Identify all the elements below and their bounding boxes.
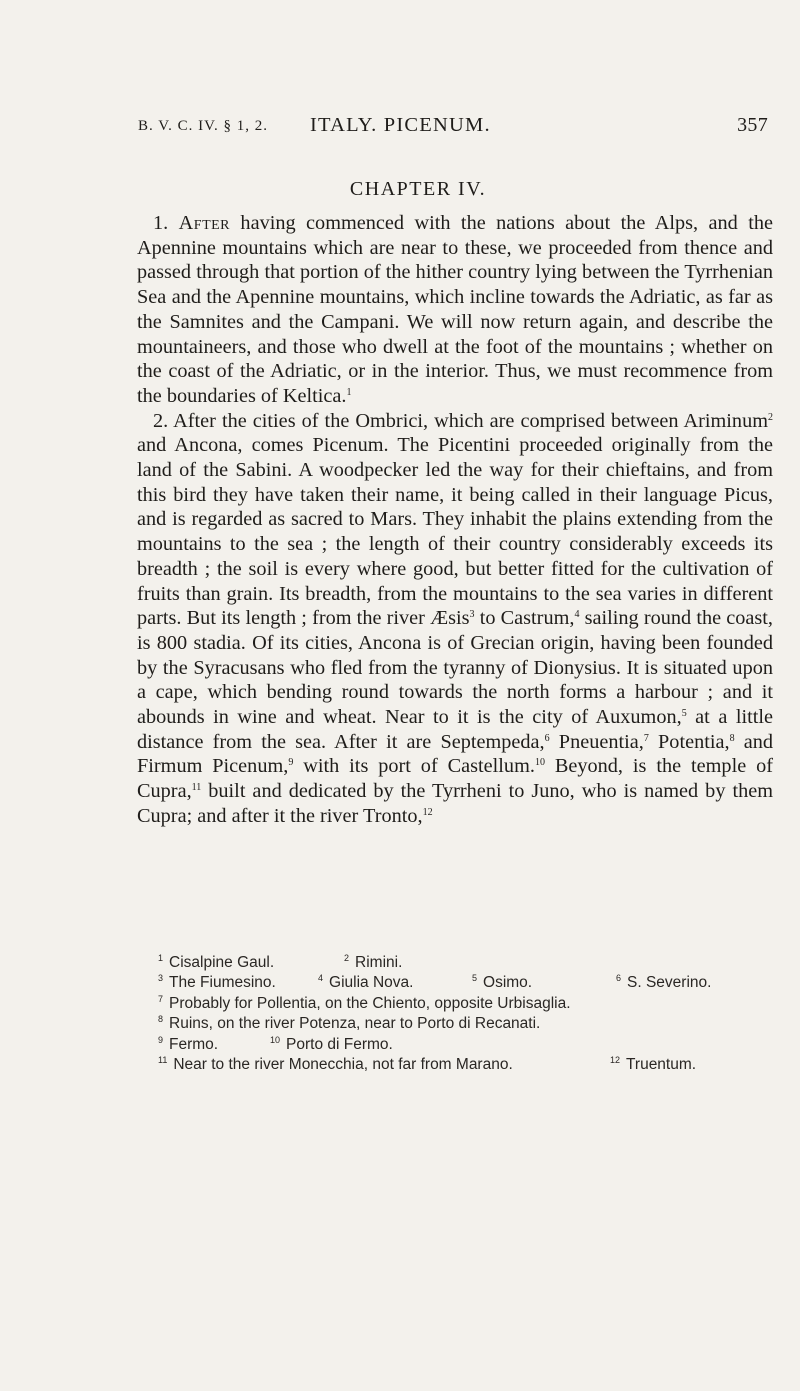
footnotes: [158, 953, 770, 1075]
footnote-ref: 10: [534, 757, 545, 769]
footnote-number: 10: [270, 1034, 281, 1045]
chapter-title: CHAPTER IV.: [349, 178, 487, 200]
footnote-5: [472, 973, 532, 993]
footnote-4: [318, 973, 413, 993]
footnote-8: [158, 1014, 540, 1034]
footnote-text: Giulia Nova.: [329, 974, 414, 992]
paragraph-text: Beyond, is the temple of Cupra,: [137, 755, 774, 803]
header-book-reference: B. V. C. IV. § 1, 2.: [138, 118, 269, 134]
footnote-text: Osimo.: [483, 974, 533, 992]
footnote-ref: 9: [288, 757, 294, 769]
paragraph-text: at a little distance from the sea. After it are Septempeda,: [137, 706, 773, 753]
footnote-text: Fermo.: [169, 1035, 219, 1053]
footnote-ref: 2: [768, 411, 773, 423]
footnote-ref: 4: [574, 609, 580, 621]
footnote-number: 4: [318, 973, 324, 984]
paragraph-text: to Castrum,: [474, 607, 575, 630]
footnote-ref: 6: [544, 732, 550, 744]
lead-word: After: [178, 212, 231, 234]
paragraph-text: sailing round the coast, is 800 stadia. Of its cities, Ancona is of Grecian origin, having been founded by the Syracusans who fled from the tyranny of Dionysius. It is situated upon a cape, which bending round towards the north forms a harbour ; and it abounds in wine and wheat. Near to it is the city of Auxumon,: [137, 607, 774, 729]
paragraph-text: Pneuentia,: [549, 730, 644, 753]
footnote-text: Ruins, on the river Potenza, near to Porto di Recanati.: [169, 1015, 541, 1033]
footnote-text: S. Severino.: [627, 974, 712, 992]
footnote-ref: 1: [346, 386, 352, 398]
footnote-text: Truentum.: [626, 1055, 697, 1073]
footnote-1: [158, 953, 274, 973]
footnote-ref: 11: [191, 782, 202, 794]
paragraph-text: with its port of Castellum.: [293, 755, 535, 778]
footnote-ref: 5: [681, 708, 687, 720]
footnote-number: 2: [344, 953, 350, 963]
footnote-text: Porto di Fermo.: [286, 1035, 393, 1053]
body-text: [137, 211, 773, 829]
paragraph-1: [137, 211, 773, 409]
footnote-ref: 8: [729, 732, 735, 744]
footnote-number: 3: [158, 973, 164, 984]
paragraph-text: 2. After the cities of the Ombrici, which are comprised between Ariminum: [153, 409, 768, 432]
footnote-ref: 7: [643, 732, 649, 744]
footnote-number: 1: [158, 953, 164, 963]
footnote-row: [158, 1014, 770, 1034]
paragraph-text: and Ancona, comes Picenum. The Picentini proceeded originally from the land of the Sabini. A woodpecker led the way for their chieftains, and from this bird they have taken their name, it being called in their language Picus, and is regarded as sacred to Mars. They inhabit the plains extending from the mountains to the sea ; the length of their country considerably exceeds its breadth ; the soil is every where good, but better fitted for the cultivation of fruits than grain. Its breadth, from the mountains to the sea varies in different parts. But its length ; from the river Æsis: [137, 434, 773, 630]
footnote-number: 8: [158, 1014, 164, 1025]
footnote-text: Rimini.: [355, 954, 403, 971]
footnote-text: The Fiumesino.: [169, 974, 276, 992]
footnote-number: 7: [158, 993, 164, 1004]
footnote-row: [158, 953, 770, 973]
paragraph-text: having commenced with the nations about the Alps, and the Apennine mountains which are near to these, we proceeded from thence and passed through that portion of the hither country lying between the Tyrrhenian Sea and the Apennine mountains, which incline towards the Adriatic, as far as the Samnites and the Campani. We will now return again, and describe the mountaineers, and those who dwell at the foot of the mountains ; whether on the coast of the Adriatic, or in the interior. Thus, we must recommence from the boundaries of Keltica.: [137, 212, 773, 407]
footnote-2: [344, 953, 402, 973]
footnote-row: [158, 1035, 770, 1055]
footnote-11: [158, 1055, 513, 1075]
paragraph-text: built and dedicated by the Tyrrheni to Juno, who is named by them Cupra; and after it the river Tronto,: [137, 780, 773, 827]
paragraph-text: Potentia,: [648, 730, 730, 753]
paragraph-text: and Firmum Picenum,: [137, 730, 774, 778]
footnote-number: 5: [472, 973, 478, 984]
paragraph-2: [137, 409, 773, 829]
footnote-ref: 12: [422, 806, 433, 818]
footnote-number: 6: [616, 973, 622, 984]
footnote-6: [616, 973, 711, 993]
header-title: ITALY. PICENUM.: [310, 114, 491, 136]
footnote-text: Near to the river Monecchia, not far from Marano.: [173, 1055, 513, 1073]
footnote-7: [158, 994, 571, 1014]
footnote-ref: 3: [469, 609, 475, 621]
page-number: 357: [737, 114, 768, 136]
running-header: [138, 114, 768, 140]
footnote-row: [158, 1055, 770, 1075]
paragraph-number: 1.: [153, 212, 169, 234]
footnote-text: Probably for Pollentia, on the Chiento, opposite Urbisaglia.: [169, 994, 571, 1012]
footnote-row: [158, 973, 770, 993]
footnote-9: [158, 1035, 218, 1055]
footnote-text: Cisalpine Gaul.: [169, 954, 275, 971]
footnote-3: [158, 973, 276, 993]
footnote-number: 12: [610, 1054, 621, 1065]
footnote-number: 11: [158, 1054, 168, 1065]
footnote-10: [270, 1035, 393, 1055]
footnote-12: [610, 1055, 696, 1075]
footnote-row: [158, 994, 770, 1014]
footnote-number: 9: [158, 1034, 164, 1045]
